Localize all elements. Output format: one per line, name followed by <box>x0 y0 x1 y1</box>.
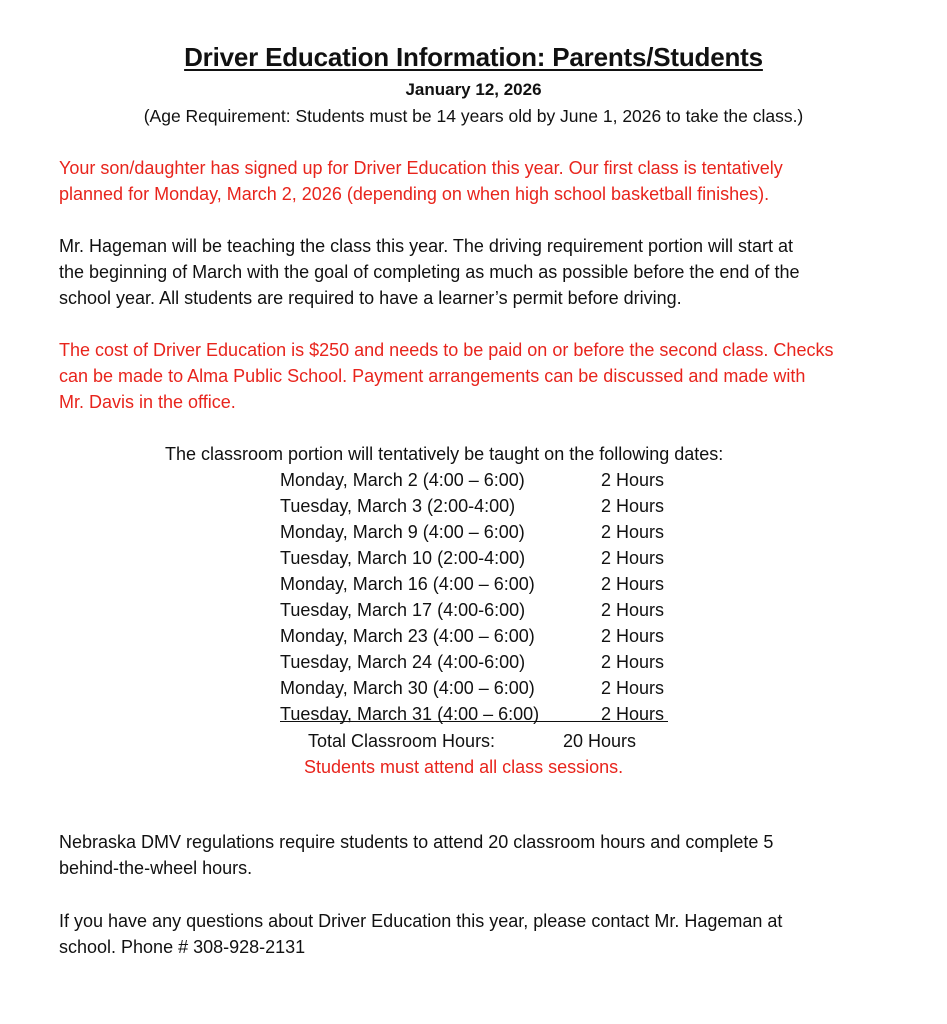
schedule-row <box>280 571 680 597</box>
session-date: Tuesday, March 31 (4:00 – 6:00) <box>280 704 540 724</box>
session-hours: 2 Hours <box>601 652 665 672</box>
signup-paragraph: Your son/daughter has signed up for Driver Education this year. Our first class is tentatively planned for Monday, March 2, 2026 (depending on when high school basketball finishes). <box>59 158 783 204</box>
session-hours: 2 Hours <box>601 522 665 542</box>
total-hours: 20 Hours <box>563 731 637 751</box>
session-date: Monday, March 16 (4:00 – 6:00) <box>280 574 535 594</box>
schedule-row <box>280 623 680 649</box>
teacher-paragraph: Mr. Hageman will be teaching the class this year. The driving requirement portion will start at the beginning of March with the goal of completing as much as possible before the end of the school year. All students are required to have a learner’s permit before driving. <box>59 236 800 308</box>
cost-paragraph: The cost of Driver Education is $250 and needs to be paid on or before the second class. Checks can be made to Alma Public School. Payment arrangements can be discussed and made with Mr. Davis in the office. <box>59 340 834 412</box>
total-divider <box>280 721 668 722</box>
session-hours: 2 Hours <box>601 704 665 724</box>
schedule-row <box>280 649 680 675</box>
total-label: Total Classroom Hours: <box>308 731 496 751</box>
session-date: Tuesday, March 10 (2:00-4:00) <box>280 548 526 568</box>
schedule-row <box>280 701 680 727</box>
contact-paragraph: If you have any questions about Driver Education this year, please contact Mr. Hageman at school. Phone # 308-928-2131 <box>59 911 783 957</box>
session-date: Tuesday, March 17 (4:00-6:00) <box>280 600 526 620</box>
session-hours: 2 Hours <box>601 626 665 646</box>
schedule-row <box>280 493 680 519</box>
dmv-paragraph: Nebraska DMV regulations require students to attend 20 classroom hours and complete 5 behind-the-wheel hours. <box>59 832 774 878</box>
session-date: Monday, March 2 (4:00 – 6:00) <box>280 470 525 490</box>
session-hours: 2 Hours <box>601 574 665 594</box>
schedule-row <box>280 597 680 623</box>
schedule-list <box>280 467 680 727</box>
session-hours: 2 Hours <box>601 548 665 568</box>
schedule-row <box>280 519 680 545</box>
session-date: Tuesday, March 24 (4:00-6:00) <box>280 652 526 672</box>
age-requirement: (Age Requirement: Students must be 14 years old by June 1, 2026 to take the class.) <box>143 106 804 126</box>
document-date: January 12, 2026 <box>405 80 542 99</box>
session-hours: 2 Hours <box>601 600 665 620</box>
session-date: Monday, March 23 (4:00 – 6:00) <box>280 626 535 646</box>
schedule-row <box>280 675 680 701</box>
session-date: Monday, March 9 (4:00 – 6:00) <box>280 522 525 542</box>
session-hours: 2 Hours <box>601 496 665 516</box>
session-hours: 2 Hours <box>601 678 665 698</box>
schedule-row <box>280 467 680 493</box>
schedule-row <box>280 545 680 571</box>
session-hours: 2 Hours <box>601 470 665 490</box>
schedule-intro: The classroom portion will tentatively be taught on the following dates: <box>165 444 724 464</box>
session-date: Monday, March 30 (4:00 – 6:00) <box>280 678 535 698</box>
session-date: Tuesday, March 3 (2:00-4:00) <box>280 496 516 516</box>
page-title: Driver Education Information: Parents/Students <box>184 42 763 72</box>
attendance-note: Students must attend all class sessions. <box>304 757 624 777</box>
